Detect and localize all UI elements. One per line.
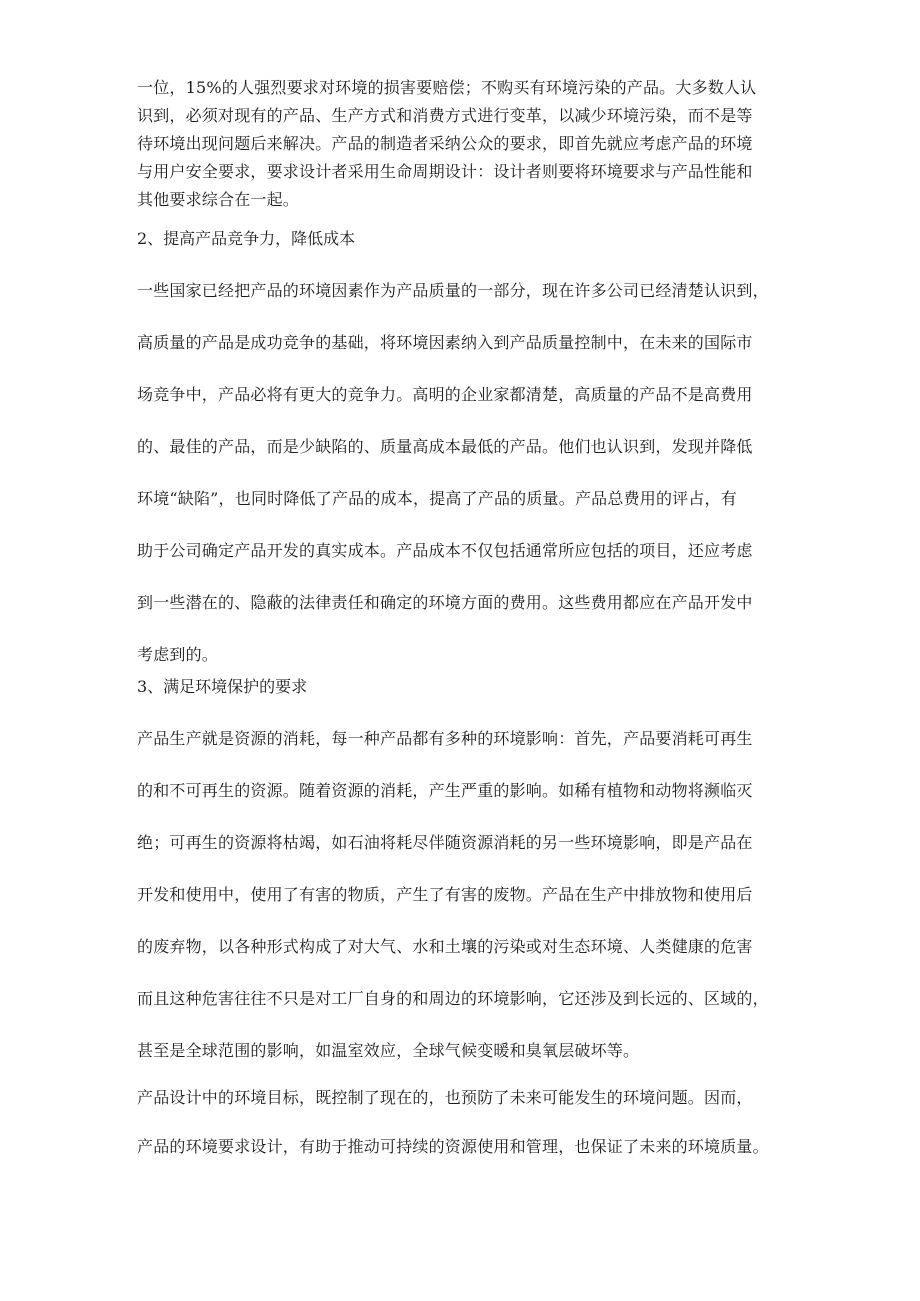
text-line: 一些国家已经把产品的环境因素作为产品质量的一部分，现在许多公司已经清楚认识到， (137, 281, 769, 300)
text-line: 一位，15%的人强烈要求对环境的损害要赔偿；不购买有环境污染的产品。大多数人认 (137, 78, 757, 97)
text-line: 产品的环境要求设计，有助于推动可持续的资源使用和管理，也保证了未来的环境质量。 (137, 1137, 769, 1156)
text-line: 到一些潜在的、隐蔽的法律责任和确定的环境方面的费用。这些费用都应在产品开发中 (137, 593, 753, 612)
text-line: 其他要求综合在一起。 (137, 190, 300, 209)
text-line: 识到，必须对现有的产品、生产方式和消费方式进行变革，以减少环境污染，而不是等 (137, 106, 753, 125)
text-line: 产品生产就是资源的消耗，每一种产品都有多种的环境影响：首先，产品要消耗可再生 (137, 729, 753, 748)
text-line: 场竞争中，产品必将有更大的竞争力。高明的企业家都清楚，高质量的产品不是高费用 (137, 385, 753, 404)
text-line: 的、最佳的产品，而是少缺陷的、质量高成本最低的产品。他们也认识到，发现并降低 (137, 437, 753, 456)
text-line: 的和不可再生的资源。随着资源的消耗，产生严重的影响。如稀有植物和动物将濒临灭 (137, 781, 753, 800)
text-line: 与用户安全要求，要求设计者采用生命周期设计：设计者则要将环境要求与产品性能和 (137, 162, 753, 181)
text-line: 助于公司确定产品开发的真实成本。产品成本不仅包括通常所应包括的项目，还应考虑 (137, 541, 753, 560)
text-line: 待环境出现问题后来解决。产品的制造者采纳公众的要求，即首先就应考虑产品的环境 (137, 134, 753, 153)
text-line: 高质量的产品是成功竞争的基础，将环境因素纳入到产品质量控制中，在未来的国际市 (137, 333, 753, 352)
text-line: 而且这种危害往往不只是对工厂自身的和周边的环境影响，它还涉及到长远的、区域的， (137, 989, 769, 1008)
text-line: 产品设计中的环境目标，既控制了现在的，也预防了未来可能发生的环境问题。因而， (137, 1088, 753, 1107)
text-line: 绝；可再生的资源将枯竭，如石油将耗尽伴随资源消耗的另一些环境影响，即是产品在 (137, 833, 753, 852)
text-line: 甚至是全球范围的影响，如温室效应，全球气候变暖和臭氧层破坏等。 (137, 1041, 640, 1060)
section-2-heading: 2、提高产品竞争力，降低成本 (137, 229, 356, 248)
text-line: 的废弃物，以各种形式构成了对大气、水和土壤的污染或对生态环境、人类健康的危害 (137, 937, 753, 956)
text-line: 环境“缺陷”，也同时降低了产品的成本，提高了产品的质量。产品总费用的评占，有 (137, 489, 737, 508)
section-3-heading: 3、满足环境保护的要求 (137, 677, 308, 696)
text-line: 考虑到的。 (137, 645, 219, 664)
text-line: 开发和使用中，使用了有害的物质，产生了有害的废物。产品在生产中排放物和使用后 (137, 885, 753, 904)
